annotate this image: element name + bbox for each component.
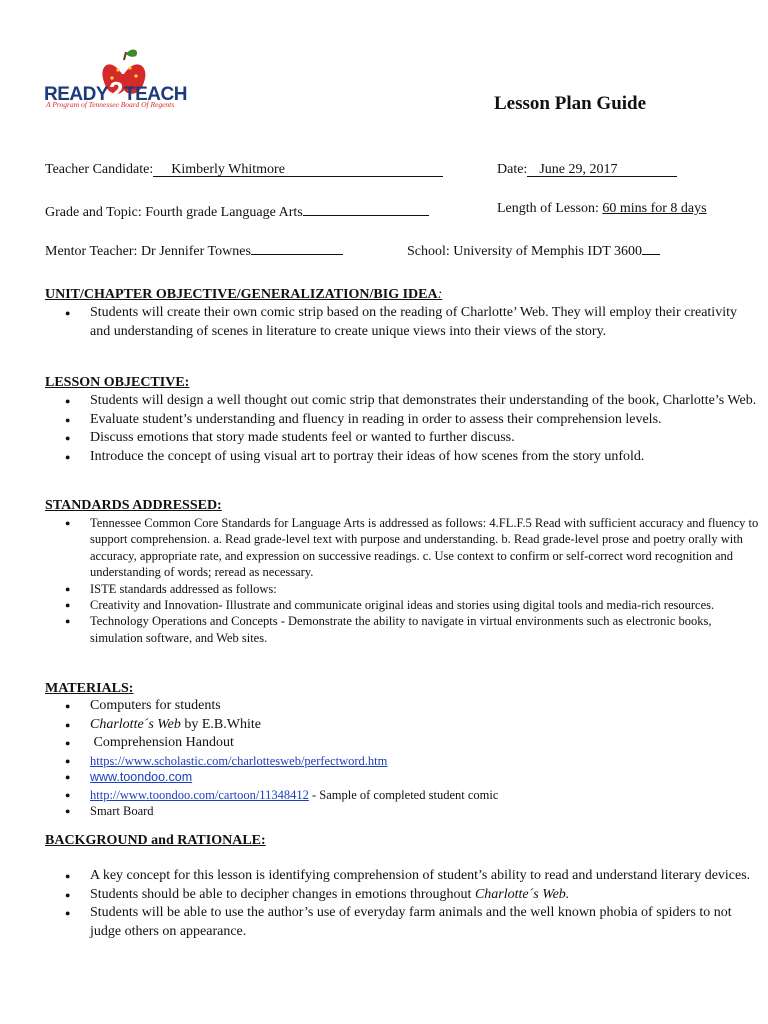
school-label: School: University of Memphis IDT 3600 <box>407 244 643 259</box>
lesson-heading: LESSON OBJECTIVE: <box>45 375 190 390</box>
standards-list <box>45 515 760 646</box>
standards-heading: STANDARDS ADDRESSED: <box>45 498 222 513</box>
teacher-field <box>45 162 443 178</box>
logo-tagline: A Program of Tennessee Board Of Regents <box>46 100 175 109</box>
unit-heading-text: UNIT/CHAPTER OBJECTIVE/GENERALIZATION/BIG IDEA <box>45 287 438 302</box>
date-value <box>527 162 677 177</box>
logo-word-ready: READY <box>44 84 109 105</box>
date-value-text: June 29, 2017 <box>539 162 618 177</box>
logo-word-two: 2 <box>109 76 123 106</box>
list-item: ● Evaluate student’s understanding and fluency in reading in order to assess their comprehension levels. <box>90 411 760 430</box>
length-field <box>497 201 707 217</box>
lesson-list <box>45 392 760 466</box>
list-item: ● Computers for students <box>90 697 760 716</box>
scholastic-link[interactable]: https://www.scholastic.com/charlottesweb/perfectword.htm <box>90 753 388 768</box>
school-underline <box>642 240 660 255</box>
teacher-value-text: Kimberly Whitmore <box>171 162 285 177</box>
list-item <box>90 716 760 735</box>
mentor-label: Mentor Teacher: Dr Jennifer Townes <box>45 244 251 259</box>
materials-heading <box>45 681 133 697</box>
list-item <box>90 787 760 804</box>
page-title: Lesson Plan Guide <box>494 93 647 114</box>
unit-list <box>45 304 760 341</box>
book-author: by E.B.White <box>180 716 261 732</box>
mentor-underline <box>251 240 343 255</box>
unit-heading <box>45 287 442 303</box>
grade-label: Grade and Topic: Fourth grade Language Arts <box>45 205 303 220</box>
item2-italic: Charlotte´s Web. <box>474 886 570 902</box>
list-item: ● Tennessee Common Core Standards for Language Arts is addressed as follows: 4.FL.F.5 Read with sufficient accuracy and fluency to support comprehension. a. Read grade-level text with purpose and understanding. b. Read grade-level prose and poetry orally with accuracy, appropriate rate, and expression on successive readings. c. Use context to confirm or self-correct word recognition and understanding of words; reread as necessary. <box>90 515 760 581</box>
teacher-label: Teacher Candidate: <box>45 162 154 177</box>
materials-heading-text: MATERIALS <box>45 681 129 696</box>
materials-heading-suffix: : <box>128 681 134 696</box>
length-label: Length of Lesson: <box>497 201 599 216</box>
toondoo-cartoon-link[interactable]: http://www.toondoo.com/cartoon/11348412 <box>90 787 309 802</box>
list-item: ● Smart Board <box>90 803 760 820</box>
mentor-field <box>45 240 343 260</box>
list-item: ● ISTE standards addressed as follows: <box>90 581 760 597</box>
teacher-value <box>153 162 443 177</box>
list-item: ● A key concept for this lesson is identifying comprehension of student’s ability to read and understand literary devices. <box>90 867 760 886</box>
list-item <box>90 753 760 770</box>
list-item: ● Students will create their own comic strip based on the reading of Charlotte’ Web. They will employ their creativity and understanding of scenes in literature to create unique views into their views of the story. <box>90 304 760 341</box>
grade-underline <box>303 201 429 216</box>
list-item: ● Technology Operations and Concepts - Demonstrate the ability to navigate in virtual environments such as electronic books, simulation software, and Web sites. <box>90 613 760 646</box>
grade-field <box>45 201 429 221</box>
list-item: ● Creativity and Innovation- Illustrate and communicate original ideas and stories using digital tools and media-rich resources. <box>90 597 760 613</box>
item2-text: Students should be able to decipher changes in emotions throughout <box>90 886 475 902</box>
list-item: ● Discuss emotions that story made students feel or wanted to further discuss. <box>90 429 760 448</box>
school-field <box>407 240 660 260</box>
date-label: Date: <box>497 162 528 177</box>
list-item: ● Students will be able to use the author’s use of everyday farm animals and the well known phobia of spiders to not judge others on appearance. <box>90 904 760 941</box>
list-item: ● Introduce the concept of using visual art to portray their ideas of how scenes from the story unfold. <box>90 448 760 467</box>
date-field <box>497 162 677 178</box>
logo-word-teach: TEACH <box>123 84 187 105</box>
unit-heading-suffix: : <box>437 287 443 302</box>
background-list <box>45 867 760 941</box>
list-item <box>90 769 760 787</box>
materials-list <box>45 697 760 820</box>
length-value: 60 mins for 8 days <box>602 201 707 216</box>
list-item: ● Students will design a well thought out comic strip that demonstrates their understanding of the book, Charlotte’s Web. <box>90 392 760 411</box>
toondoo-link[interactable]: www.toondoo.com <box>90 770 193 784</box>
list-item: ● Comprehension Handout <box>90 734 760 753</box>
ready2teach-logo <box>44 44 194 114</box>
list-item <box>90 886 760 905</box>
link3-suffix: - Sample of completed student comic <box>308 787 499 802</box>
book-title: Charlotte´s Web <box>90 716 181 732</box>
background-heading: BACKGROUND and RATIONALE: <box>45 833 266 848</box>
